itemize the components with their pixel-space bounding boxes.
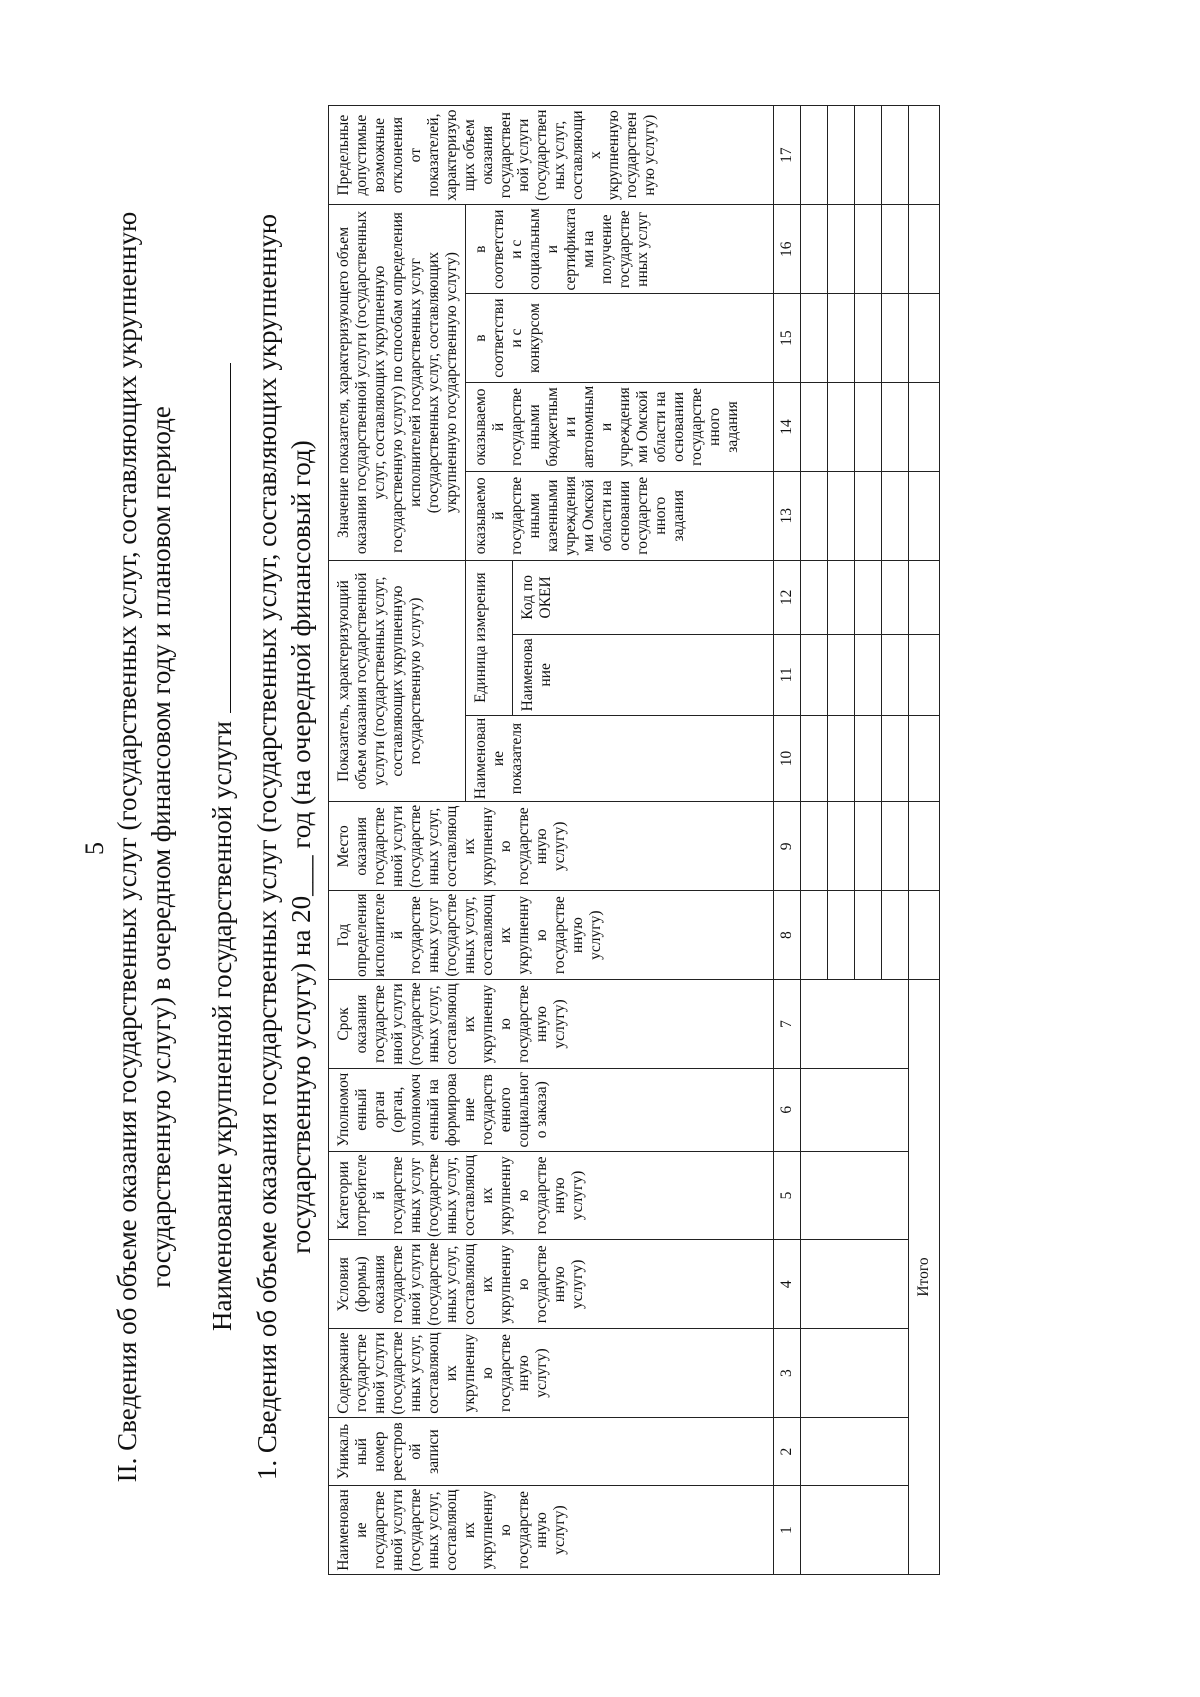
table-cell	[801, 1068, 909, 1151]
table-cell	[828, 294, 855, 383]
header-service-name: Наименование государственной услуги (государственных услуг, составляющих укрупненную государственную услугу)	[329, 1486, 774, 1575]
table-cell	[801, 715, 828, 802]
table-cell	[909, 715, 940, 802]
service-name-blank	[206, 363, 231, 713]
table-row	[801, 106, 828, 1575]
table-cell	[882, 635, 909, 716]
column-number: 17	[774, 106, 801, 205]
header-indicator-name: Наименование показателя	[466, 715, 774, 802]
table-cell	[909, 560, 940, 634]
column-number: 6	[774, 1068, 801, 1151]
table-cell	[909, 471, 940, 560]
table-cell	[882, 715, 909, 802]
table-cell	[882, 891, 909, 980]
header-unit-name: Наименование	[513, 635, 774, 716]
table-cell	[801, 1418, 909, 1486]
column-number: 10	[774, 715, 801, 802]
table-cell	[909, 635, 940, 716]
page-number: 5	[80, 842, 109, 855]
header-conditions: Условия (формы) оказания государственной услуги (государственных услуг, составляющих укрупненную государственную услугу)	[329, 1240, 774, 1329]
table-cell	[909, 383, 940, 472]
header-service-term: Срок оказания государственной услуги (государственных услуг, составляющих укрупненную государственную услугу)	[329, 980, 774, 1069]
service-name-line	[205, 117, 239, 1577]
header-unit-group: Единица измерения	[466, 560, 513, 715]
column-number: 16	[774, 205, 801, 294]
service-name-label: Наименование укрупненной государственной услуги	[207, 721, 237, 1331]
column-number-row	[774, 106, 801, 1575]
header-consumer-categories: Категории потребителей государственных услуг (государственных услуг, составляющих укрупненную государственную услугу)	[329, 1151, 774, 1240]
column-number: 11	[774, 635, 801, 716]
table-cell	[801, 635, 828, 716]
table-cell	[801, 1151, 909, 1240]
year-blank: ___	[286, 855, 316, 896]
column-number: 7	[774, 980, 801, 1069]
table-cell	[801, 560, 828, 634]
column-number: 13	[774, 471, 801, 560]
table-cell	[801, 471, 828, 560]
table-cell	[828, 471, 855, 560]
column-number: 15	[774, 294, 801, 383]
subsection-title: 1. Сведения об объеме оказания государственных услуг (государственных услуг, составляющих укрупненную государственную услугу) на 20___ год (на очередной финансовый год)	[252, 213, 316, 1481]
column-number: 12	[774, 560, 801, 634]
table-cell	[882, 383, 909, 472]
table-cell	[801, 1329, 909, 1418]
table-cell	[855, 106, 882, 205]
header-by-social-certificates: в соответствии с социальными сертификатами на получение государственных услуг	[466, 205, 774, 294]
table-cell	[801, 1240, 909, 1329]
section-title: II. Сведения об объеме оказания государственных услуг (государственных услуг, составляющих укрупненную государственную услугу) в очередном финансовом году и плановом периоде	[112, 211, 176, 1483]
table-cell	[828, 802, 855, 891]
table-cell	[855, 715, 882, 802]
table-cell	[828, 560, 855, 634]
column-number: 14	[774, 383, 801, 472]
table-cell	[909, 294, 940, 383]
table-cell	[882, 106, 909, 205]
table-cell	[855, 891, 882, 980]
table-cell	[882, 560, 909, 634]
table-cell	[801, 205, 828, 294]
table-cell	[828, 205, 855, 294]
table-cell	[882, 294, 909, 383]
table-cell	[828, 891, 855, 980]
table-cell	[909, 106, 940, 205]
column-number: 5	[774, 1151, 801, 1240]
table-cell	[855, 471, 882, 560]
table-cell	[855, 802, 882, 891]
header-row-1	[329, 106, 466, 1575]
table-cell	[909, 205, 940, 294]
header-indicator-value-group: Значение показателя, характеризующего объем оказания государственной услуги (государственных услуг, составляющих укрупненную государственную услугу) по способам определения исполнителей государственных услуг (государственных услуг, составляющих укрупненную государственную услугу)	[329, 205, 466, 560]
header-service-place: Место оказания государственной услуги (государственных услуг, составляющих укрупненную государственную услугу)	[329, 802, 774, 891]
table-cell	[882, 471, 909, 560]
total-row	[909, 106, 940, 1575]
table-cell	[801, 294, 828, 383]
table-cell	[828, 715, 855, 802]
table-cell	[855, 205, 882, 294]
table-cell	[828, 106, 855, 205]
service-volume-table	[328, 105, 940, 1575]
table-cell	[801, 980, 909, 1069]
table-cell	[855, 383, 882, 472]
column-number: 8	[774, 891, 801, 980]
column-number: 4	[774, 1240, 801, 1329]
header-state-institutions: оказываемой государственными казенными учреждениями Омской области на основании государственного задания	[466, 471, 774, 560]
table-cell	[882, 205, 909, 294]
header-executor-year: Год определения исполнителей государственных услуг (государственных услуг, составляющих укрупненную государственную услугу)	[329, 891, 774, 980]
table-cell	[801, 383, 828, 472]
table-cell	[801, 106, 828, 205]
table-cell	[909, 891, 940, 980]
table-cell	[828, 383, 855, 472]
header-registry-number: Уникальный номер реестровой записи	[329, 1418, 774, 1486]
column-number: 1	[774, 1486, 801, 1575]
header-volume-indicator-group: Показатель, характеризующий объем оказания государственной услуги (государственных услуг, составляющих укрупненную государственную услугу)	[329, 560, 466, 802]
header-by-competition: в соответствии с конкурсом	[466, 294, 774, 383]
column-number: 9	[774, 802, 801, 891]
table-cell	[801, 1486, 909, 1575]
header-allowed-deviations: Предельные допустимые возможные отклонения от показателей, характеризующих объем оказания государственной услуги (государственных услуг, составляющих укрупненную государственную услугу)	[329, 106, 774, 205]
table-cell	[801, 891, 828, 980]
header-service-content: Содержание государственной услуги (государственных услуг, составляющих укрупненную государственную услугу)	[329, 1329, 774, 1418]
header-budget-institutions: оказываемой государственными бюджетными и автономными учреждениями Омской области на основании государственного задания	[466, 383, 774, 472]
table-cell	[855, 635, 882, 716]
header-authorized-body: Уполномоченный орган (орган, уполномоченный на формирование государственного социального заказа)	[329, 1068, 774, 1151]
table-cell	[882, 802, 909, 891]
table-cell	[828, 635, 855, 716]
table-cell	[801, 802, 828, 891]
table-cell	[855, 294, 882, 383]
header-okei-code: Код по ОКЕИ	[513, 560, 774, 634]
total-label: Итого	[909, 980, 940, 1575]
table-cell	[909, 802, 940, 891]
column-number: 3	[774, 1329, 801, 1418]
column-number: 2	[774, 1418, 801, 1486]
table-cell	[855, 560, 882, 634]
